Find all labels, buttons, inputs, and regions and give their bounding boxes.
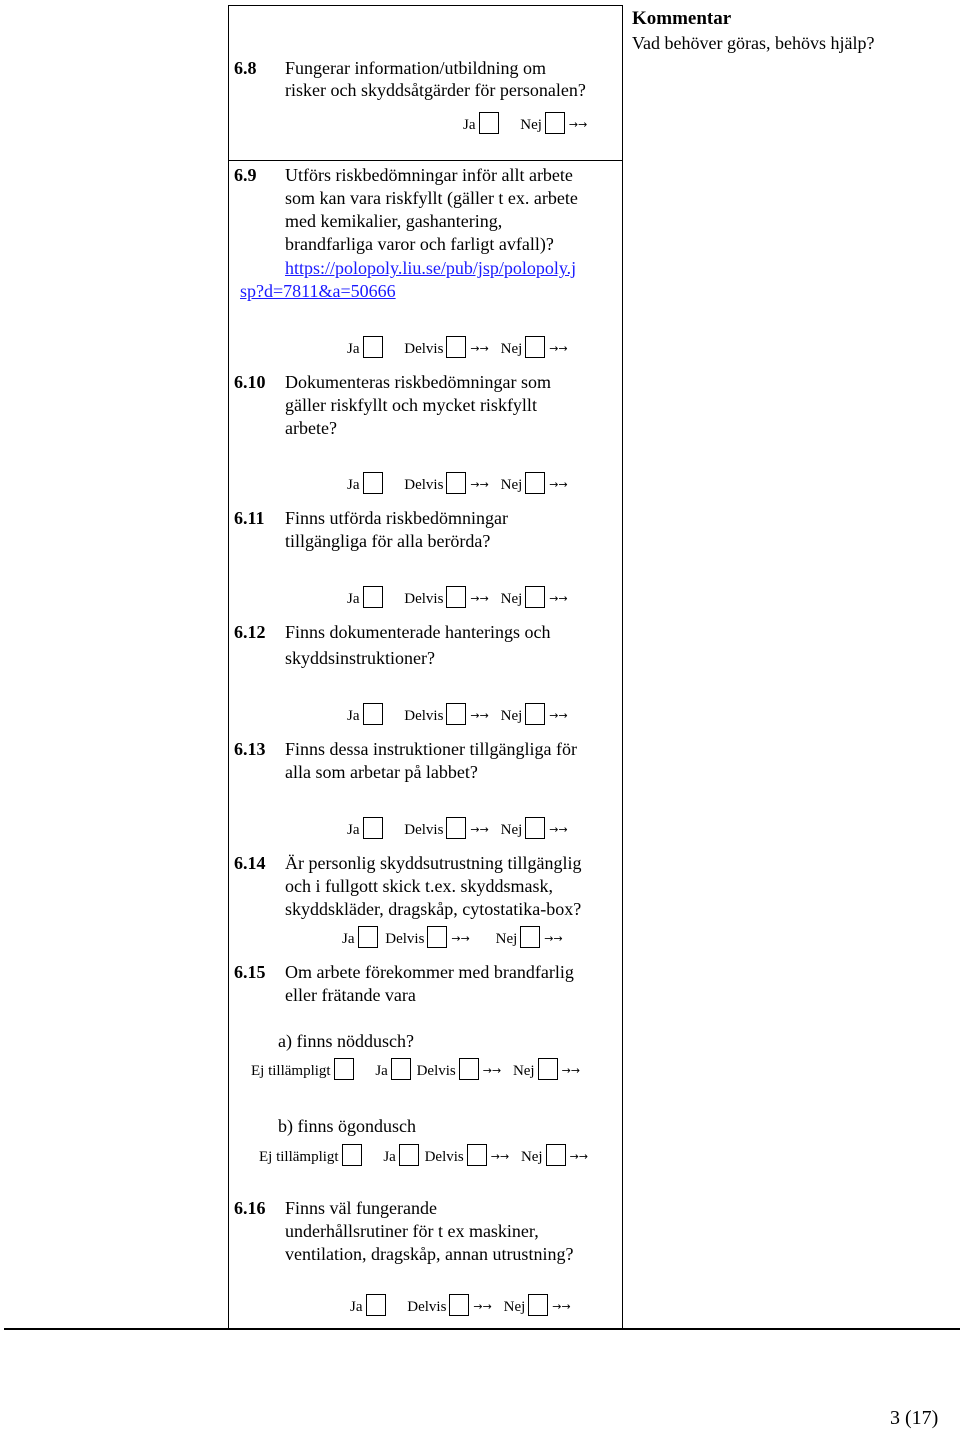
ja-checkbox[interactable]	[363, 586, 383, 608]
question-text: Dokumenteras riskbedömningar som	[285, 372, 551, 392]
ja-label: Ja	[347, 708, 360, 724]
question-text: Fungerar information/utbildning om	[285, 58, 546, 78]
ja-checkbox[interactable]	[363, 472, 383, 494]
arrow-icon: →→	[561, 1064, 581, 1077]
risk-assessment-link[interactable]: https://polopoly.liu.se/pub/jsp/polopoly.j	[285, 258, 577, 278]
comment-column-title: Kommentar	[632, 8, 732, 29]
ja-label: Ja	[383, 1149, 396, 1165]
delvis-checkbox[interactable]	[467, 1144, 487, 1166]
nej-checkbox[interactable]	[525, 586, 545, 608]
arrow-icon: →→	[549, 823, 568, 836]
delvis-label: Delvis	[407, 1299, 447, 1315]
answer-options-6-11	[347, 586, 576, 612]
answer-options-6-15a	[251, 1058, 588, 1084]
nej-checkbox[interactable]	[525, 703, 545, 725]
question-text: Utförs riskbedömningar inför allt arbete	[285, 165, 573, 185]
delvis-checkbox[interactable]	[446, 703, 466, 725]
ja-checkbox[interactable]	[366, 1294, 386, 1316]
nej-label: Nej	[500, 708, 523, 724]
ja-checkbox[interactable]	[358, 926, 378, 948]
ja-label: Ja	[375, 1063, 388, 1079]
arrow-icon: →→	[451, 932, 470, 945]
ja-checkbox[interactable]	[399, 1144, 419, 1166]
delvis-checkbox[interactable]	[449, 1294, 469, 1316]
nej-checkbox[interactable]	[525, 817, 545, 839]
ja-label: Ja	[350, 1299, 363, 1315]
ja-label: Ja	[347, 591, 360, 607]
nej-label: Nej	[500, 591, 523, 607]
question-text: alla som arbetar på labbet?	[285, 762, 478, 782]
answer-options-6-8	[463, 112, 595, 138]
question-number: 6.13	[234, 739, 266, 759]
arrow-icon: →→	[549, 342, 568, 355]
answer-options-6-15b	[259, 1144, 596, 1170]
nej-label: Nej	[503, 1299, 526, 1315]
nej-checkbox[interactable]	[525, 336, 545, 358]
arrow-icon: →→	[549, 592, 568, 605]
arrow-icon: →→	[569, 1150, 589, 1163]
question-text: brandfarliga varor och farligt avfall)?	[285, 234, 554, 254]
ja-checkbox[interactable]	[391, 1058, 411, 1080]
question-text: Om arbete förekommer med brandfarlig	[285, 962, 574, 982]
ej-checkbox[interactable]	[334, 1058, 354, 1080]
question-text: med kemikalier, gashantering,	[285, 211, 503, 231]
arrow-icon: →→	[544, 932, 563, 945]
question-number: 6.14	[234, 853, 266, 873]
question-number: 6.9	[234, 165, 257, 185]
answer-options-6-9	[347, 336, 576, 362]
delvis-checkbox[interactable]	[446, 817, 466, 839]
question-number: 6.8	[234, 58, 257, 78]
ja-label: Ja	[347, 822, 360, 838]
ej-label: Ej tillämpligt	[259, 1149, 339, 1165]
delvis-checkbox[interactable]	[427, 926, 447, 948]
ej-label: Ej tillämpligt	[251, 1063, 331, 1079]
delvis-label: Delvis	[416, 1063, 456, 1079]
question-text: risker och skyddsåtgärder för personalen?	[285, 80, 586, 100]
delvis-checkbox[interactable]	[446, 472, 466, 494]
question-text: som kan vara riskfyllt (gäller t ex. arbete	[285, 188, 578, 208]
delvis-label: Delvis	[424, 1149, 464, 1165]
question-number: 6.11	[234, 508, 265, 528]
arrow-icon: →→	[549, 478, 568, 491]
question-text: Finns dokumenterade hanterings och	[285, 622, 551, 642]
answer-options-6-12	[347, 703, 576, 729]
delvis-checkbox[interactable]	[446, 336, 466, 358]
question-text: gäller riskfyllt och mycket riskfyllt	[285, 395, 537, 415]
arrow-icon: →→	[470, 709, 489, 722]
answer-options-6-13	[347, 817, 576, 843]
arrow-icon: →→	[552, 1300, 571, 1313]
comment-column-subtitle: Vad behöver göras, behövs hjälp?	[632, 33, 875, 53]
question-number: 6.15	[234, 962, 266, 982]
ja-label: Ja	[347, 341, 360, 357]
answer-options-6-16	[350, 1294, 579, 1320]
question-text: arbete?	[285, 418, 337, 438]
nej-label: Nej	[520, 1149, 543, 1165]
delvis-label: Delvis	[404, 708, 444, 724]
ja-label: Ja	[347, 477, 360, 493]
question-text: underhållsrutiner för t ex maskiner,	[285, 1221, 539, 1241]
delvis-label: Delvis	[404, 477, 444, 493]
subquestion-b: b) finns ögondusch	[278, 1116, 416, 1136]
delvis-label: Delvis	[404, 822, 444, 838]
arrow-icon: →→	[470, 478, 489, 491]
nej-label: Nej	[495, 931, 518, 947]
answer-options-6-14	[342, 926, 571, 952]
ja-label: Ja	[463, 117, 476, 133]
question-text: Finns dessa instruktioner tillgängliga för	[285, 739, 577, 759]
nej-checkbox[interactable]	[528, 1294, 548, 1316]
question-number: 6.10	[234, 372, 266, 392]
nej-label: Nej	[512, 1063, 535, 1079]
ja-checkbox[interactable]	[363, 703, 383, 725]
question-number: 6.16	[234, 1198, 266, 1218]
nej-label: Nej	[500, 477, 523, 493]
nej-checkbox[interactable]	[525, 472, 545, 494]
ja-label: Ja	[342, 931, 355, 947]
question-number: 6.12	[234, 622, 266, 642]
arrow-icon: →→	[470, 342, 489, 355]
question-text: och i fullgott skick t.ex. skyddsmask,	[285, 876, 553, 896]
ja-checkbox[interactable]	[479, 112, 499, 134]
delvis-label: Delvis	[404, 341, 444, 357]
delvis-label: Delvis	[385, 931, 425, 947]
nej-checkbox[interactable]	[546, 1144, 566, 1166]
question-text: tillgängliga för alla berörda?	[285, 531, 491, 551]
ej-checkbox[interactable]	[342, 1144, 362, 1166]
nej-checkbox[interactable]	[545, 112, 565, 134]
question-text: skyddskläder, dragskåp, cytostatika-box?	[285, 899, 582, 919]
answer-options-6-10	[347, 472, 576, 498]
table-bottom-border	[4, 1328, 960, 1330]
arrow-icon: →→	[490, 1150, 510, 1163]
delvis-checkbox[interactable]	[459, 1058, 479, 1080]
nej-checkbox[interactable]	[538, 1058, 558, 1080]
question-text: eller frätande vara	[285, 985, 416, 1005]
arrow-icon: →→	[470, 592, 489, 605]
nej-checkbox[interactable]	[520, 926, 540, 948]
arrow-icon: →→	[482, 1064, 502, 1077]
nej-label: Nej	[500, 341, 523, 357]
risk-assessment-link[interactable]: sp?d=7811&a=50666	[240, 281, 396, 301]
delvis-checkbox[interactable]	[446, 586, 466, 608]
table-top-border	[228, 5, 622, 6]
page-number: 3 (17)	[890, 1407, 939, 1429]
question-text: Finns väl fungerande	[285, 1198, 437, 1218]
subquestion-a: a) finns nöddusch?	[278, 1031, 414, 1051]
arrow-icon: →→	[473, 1300, 492, 1313]
table-column-divider	[622, 5, 623, 1329]
question-text: skyddsinstruktioner?	[285, 648, 435, 668]
question-text: Är personlig skyddsutrustning tillgänglig	[285, 853, 582, 873]
nej-label: Nej	[520, 117, 542, 133]
delvis-label: Delvis	[404, 591, 444, 607]
arrow-icon: →→	[549, 709, 568, 722]
ja-checkbox[interactable]	[363, 336, 383, 358]
question-text: ventilation, dragskåp, annan utrustning?	[285, 1244, 574, 1264]
question-text: Finns utförda riskbedömningar	[285, 508, 508, 528]
arrow-icon: →→	[568, 118, 588, 131]
ja-checkbox[interactable]	[363, 817, 383, 839]
arrow-icon: →→	[470, 823, 489, 836]
table-left-border	[228, 5, 229, 1329]
row-divider-6-8	[228, 160, 622, 161]
nej-label: Nej	[500, 822, 523, 838]
